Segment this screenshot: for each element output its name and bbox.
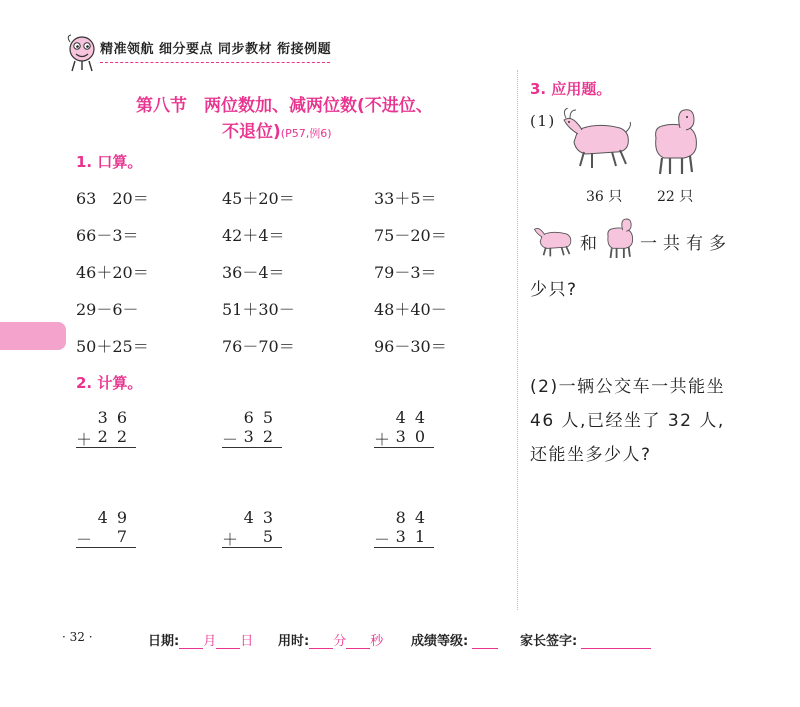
chapter-tab — [0, 322, 66, 350]
second-label: 秒 — [370, 634, 384, 649]
mental-math-item: 48＋40－ — [374, 300, 447, 319]
problem-top-number: 36 — [97, 408, 136, 427]
vertical-problem — [76, 408, 136, 450]
mental-math-item: 96－30＝ — [374, 337, 447, 356]
time-field — [278, 630, 383, 649]
grade-field — [411, 630, 498, 649]
section3-heading: 3. 应用题。 — [530, 80, 612, 98]
problem-operator: － — [222, 430, 239, 449]
mental-math-item: 29－6－ — [76, 300, 139, 319]
month-label: 月 — [203, 634, 217, 649]
time-label: 用时: — [278, 634, 310, 649]
column-divider — [517, 70, 518, 610]
vertical-problem — [76, 508, 136, 550]
vertical-problem — [374, 508, 434, 550]
parent-signature-blank[interactable] — [581, 648, 651, 649]
date-field — [148, 630, 253, 649]
problem-bottom-row — [76, 527, 136, 548]
vertical-problem — [374, 408, 434, 450]
mental-math-item: 33＋5＝ — [374, 189, 437, 208]
problem-bottom-number: 7 — [116, 527, 136, 546]
mental-math-item: 46＋20＝ — [76, 263, 149, 282]
mental-math-item: 75－20＝ — [374, 226, 447, 245]
section-title-line2 — [222, 117, 332, 142]
sheep-icon — [646, 106, 702, 176]
problem-top-number: 49 — [97, 508, 136, 527]
day-label: 日 — [240, 634, 254, 649]
problem-operator: － — [76, 530, 93, 549]
goat-count: 36 只 — [586, 189, 623, 205]
goat-icon — [556, 108, 634, 170]
problem1-and: 和 — [580, 234, 599, 254]
problem-bottom-row — [374, 527, 434, 548]
problem-top-number: 65 — [243, 408, 282, 427]
section1-heading: 1. 口算。 — [76, 153, 143, 171]
problem-operator: ＋ — [76, 430, 93, 449]
problem-top-number: 43 — [243, 508, 282, 527]
problem-bottom-number: 30 — [395, 427, 434, 446]
second-blank[interactable] — [346, 648, 370, 649]
problem2-line2: 46 人,已经坐了 32 人, — [530, 411, 725, 431]
mental-math-item: 50＋25＝ — [76, 337, 149, 356]
problem-bottom-row — [222, 527, 282, 548]
problem-bottom-number: 5 — [262, 527, 282, 546]
problem-bottom-number: 22 — [97, 427, 136, 446]
problem-bottom-row — [374, 427, 434, 448]
sheep-count: 22 只 — [657, 189, 694, 205]
problem-operator: ＋ — [374, 430, 391, 449]
header-brand: 精准领航 细分要点 同步教材 衔接例题 — [100, 42, 332, 57]
grade-blank[interactable] — [472, 648, 498, 649]
sheep-small-icon — [602, 216, 636, 260]
vertical-problem — [222, 408, 282, 450]
grade-label: 成绩等级: — [411, 634, 469, 649]
problem2-line1: (2)一辆公交车一共能坐 — [530, 377, 726, 397]
page-number: · 32 · — [62, 630, 93, 644]
mental-math-item: 42＋4＝ — [222, 226, 285, 245]
mental-math-item: 36－4＝ — [222, 263, 285, 282]
mental-math-item: 66－3＝ — [76, 226, 139, 245]
header-divider — [100, 62, 330, 63]
date-label: 日期: — [148, 634, 180, 649]
problem-bottom-number: 32 — [243, 427, 282, 446]
mascot-logo-icon — [62, 32, 102, 74]
problem-top-number: 84 — [395, 508, 434, 527]
goat-small-icon — [530, 222, 574, 258]
problem-operator: ＋ — [222, 530, 239, 549]
problem2-line3: 还能坐多少人? — [530, 445, 652, 465]
mental-math-item: 51＋30－ — [222, 300, 295, 319]
vertical-problem — [222, 508, 282, 550]
minute-label: 分 — [333, 634, 347, 649]
parent-signature-label: 家长签字: — [520, 634, 578, 649]
problem-operator: － — [374, 530, 391, 549]
section2-heading: 2. 计算。 — [76, 374, 143, 392]
section-title-reference: (P57,例6) — [280, 127, 332, 140]
problem-bottom-number: 31 — [395, 527, 434, 546]
mental-math-item: 79－3＝ — [374, 263, 437, 282]
problem-top-number: 44 — [395, 408, 434, 427]
problem1-total: 一共有多 — [640, 234, 732, 254]
problem1-label: (1) — [530, 112, 556, 130]
section-title-line1: 第八节 两位数加、减两位数(不进位、 — [136, 96, 433, 116]
parent-signature-field — [520, 630, 651, 649]
problem-bottom-row — [222, 427, 282, 448]
mental-math-item: 76－70＝ — [222, 337, 295, 356]
minute-blank[interactable] — [309, 648, 333, 649]
mental-math-item: 63 20＝ — [76, 189, 149, 208]
day-blank[interactable] — [216, 648, 240, 649]
month-blank[interactable] — [179, 648, 203, 649]
mental-math-item: 45＋20＝ — [222, 189, 295, 208]
section-title-main: 不退位) — [222, 122, 281, 142]
problem1-question: 少只? — [530, 280, 578, 300]
problem-bottom-row — [76, 427, 136, 448]
